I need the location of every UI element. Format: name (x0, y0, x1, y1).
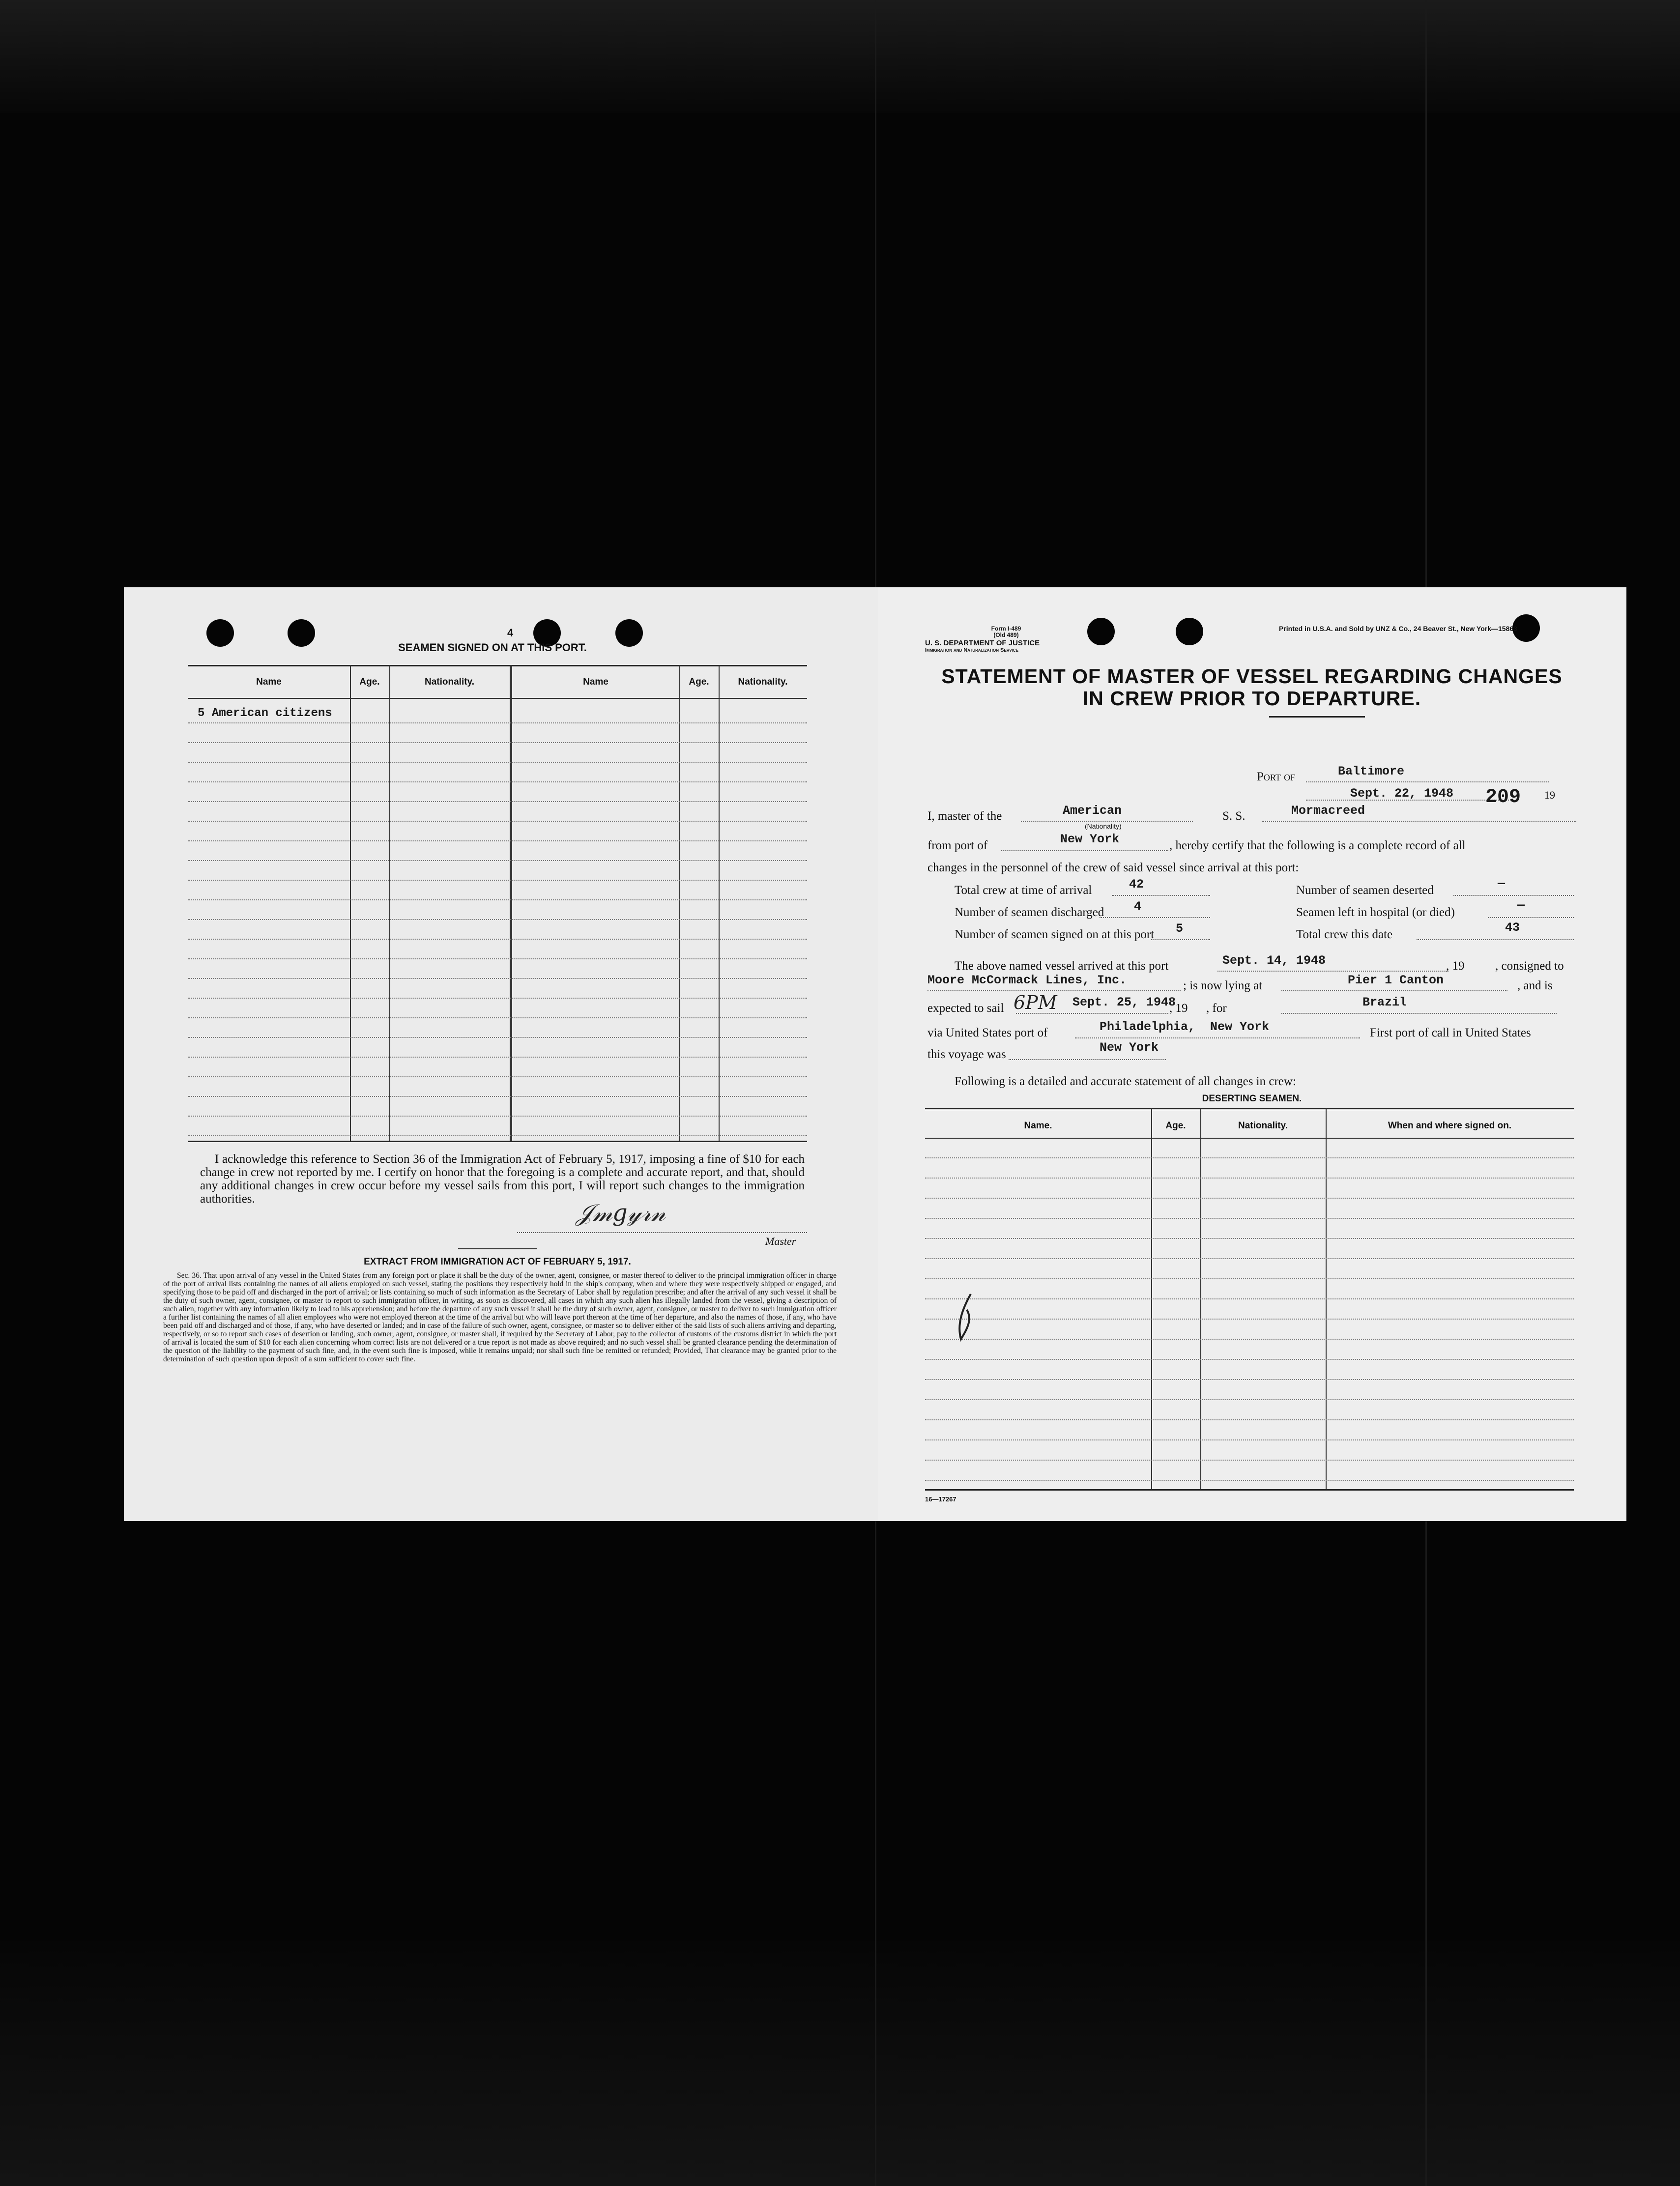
master-label: Master (765, 1235, 796, 1247)
date-value: Sept. 22, 1948 (1350, 786, 1454, 801)
ss-label: S. S. (1222, 809, 1246, 823)
col-header: Age. (359, 677, 380, 687)
stat-value: 4 (1134, 899, 1142, 914)
stat-label: Number of seamen signed on at this port (955, 928, 1155, 941)
form-no: Form I-489 (991, 625, 1021, 632)
year-suffix: , 19 (1446, 959, 1465, 973)
table-row (188, 1096, 807, 1097)
desert-table-top (925, 1108, 1574, 1110)
table-row (188, 1057, 807, 1058)
voyage-label: this voyage was (927, 1048, 1006, 1061)
nationality-caption: (Nationality) (1085, 822, 1122, 830)
punch-hole (1176, 618, 1203, 645)
table-row (925, 1460, 1574, 1461)
punch-hole (1087, 618, 1115, 645)
table-row (188, 781, 807, 782)
consignee: Moore McCormack Lines, Inc. (927, 973, 1127, 987)
stat-line (1112, 895, 1210, 896)
form-number (942, 626, 1070, 638)
stat-label: Number of seamen deserted (1296, 884, 1434, 897)
stat-label: Total crew this date (1296, 928, 1393, 941)
master-signature: 𝒥𝓂𝑔𝓎𝓇𝓃 (576, 1199, 666, 1227)
table-divider (679, 665, 680, 1141)
footer-code: 16—17267 (925, 1496, 956, 1503)
page-number: 4 (507, 627, 514, 639)
form-title-line1: STATEMENT OF MASTER OF VESSEL REGARDING CHANGES (941, 665, 1563, 688)
table-row (925, 1198, 1574, 1199)
deserting-title: DESERTING SEAMEN. (1202, 1093, 1302, 1104)
rule (458, 1248, 537, 1249)
scanner-bottom-band (0, 1941, 1680, 2186)
table-header-rule (188, 698, 807, 699)
certify-text: , hereby certify that the following is a complete record of all (1169, 839, 1466, 852)
via-ports: Philadelphia, New York (1100, 1020, 1270, 1034)
via-label: via United States port of (927, 1026, 1048, 1039)
stat-value: 42 (1129, 877, 1144, 892)
arrived-line (1217, 971, 1448, 972)
desert-col-header: Age. (1165, 1121, 1186, 1131)
stat-line (1488, 917, 1574, 918)
consigned-label: , consigned to (1495, 959, 1564, 973)
section-title: SEAMEN SIGNED ON AT THIS PORT. (398, 641, 587, 654)
table-cell-name: 5 American citizens (198, 707, 332, 720)
signature-line (517, 1232, 807, 1233)
table-row (925, 1178, 1574, 1179)
punch-hole (206, 619, 234, 647)
table-row (925, 1399, 1574, 1400)
table-row (925, 1319, 1574, 1320)
nationality-value: American (1063, 804, 1122, 818)
lying-at-line (1281, 990, 1507, 991)
table-row (925, 1258, 1574, 1259)
stat-value: — (1517, 898, 1525, 912)
table-row (188, 978, 807, 979)
table-row (188, 801, 807, 802)
first-port-label: First port of call in United States (1370, 1026, 1531, 1039)
following-text: Following is a detailed and accurate statement of all changes in crew: (955, 1075, 1296, 1088)
changes-text: changes in the personnel of the crew of said vessel since arrival at this port: (927, 861, 1299, 874)
title-underline (1269, 716, 1365, 718)
extract-title: EXTRACT FROM IMMIGRATION ACT OF FEBRUARY 5, 1917. (364, 1257, 631, 1267)
lying-at-label: ; is now lying at (1183, 979, 1263, 992)
arrived-label: The above named vessel arrived at this port (955, 959, 1169, 973)
table-divider (389, 665, 390, 1141)
desert-col-header: Nationality. (1238, 1121, 1288, 1131)
table-divider (510, 665, 512, 1141)
table-row (925, 1480, 1574, 1481)
col-header: Name (256, 677, 282, 687)
vessel-line (1262, 821, 1576, 822)
printer-imprint: Printed in U.S.A. and Sold by UNZ & Co., 24 Beaver St., New York—15863 (1279, 625, 1517, 633)
table-row (925, 1419, 1574, 1420)
table-row (188, 1037, 807, 1038)
nationality-line (1021, 821, 1193, 822)
port-label: Port of (1257, 770, 1296, 783)
expected-label: expected to sail (927, 1002, 1004, 1015)
stat-value: 43 (1505, 920, 1520, 935)
stat-line (1453, 895, 1574, 896)
lying-at: Pier 1 Canton (1348, 973, 1444, 987)
stat-label: Total crew at time of arrival (955, 884, 1092, 897)
table-row (188, 1076, 807, 1077)
table-divider (350, 665, 351, 1141)
table-row (925, 1439, 1574, 1440)
from-port-line (1001, 850, 1168, 851)
table-row (925, 1278, 1574, 1279)
table-row (925, 1238, 1574, 1239)
right-page (878, 587, 1626, 1521)
col-header: Nationality. (738, 677, 788, 687)
from-port-value: New York (1060, 832, 1120, 846)
desert-table-header-rule (925, 1138, 1574, 1139)
table-row (925, 1157, 1574, 1158)
consignee-line (927, 990, 1181, 991)
port-value: Baltimore (1338, 764, 1405, 778)
table-row (925, 1218, 1574, 1219)
table-row (925, 1298, 1574, 1299)
left-page (124, 587, 878, 1521)
table-divider (719, 665, 720, 1141)
stat-line (1100, 917, 1210, 918)
extract-text: Sec. 36. That upon arrival of any vessel in the United States from any foreign port or place it shall be the duty of the owner, agent, consignee, or master thereof to deliver to the principal immigration officer in charge of the port of arrival lists containing the names of all aliens employed on such vessel, stating the positions they respectively hold in the ship's company, when and where they were respectively shipped or engaged, and specifying those to be paid off and discharged in the port of arrival; or lists containing so much of such information as the Secretary of Labor shall by regulation prescribe; and after the arrival of any such vessel it shall be the duty of such owner, agent, consignee, or master to report to such immigration officer, in writing, as soon as discovered, all cases in which any such alien has illegally landed from the vessel, giving a description of such alien, together with any information likely to lead to his apprehension; and before the departure of any such vessel it shall be the duty of such owner, agent, consignee, or master to deliver to such immigration officer a further list containing the names of all alien employees who were not employed thereon at the time of the arrival but who will leave port thereon at the time of her departure, and also the names of those, if any, who have been paid off and discharged and of those, if any, who have deserted or landed; and in case of the failure of such owner, agent, consignee, or master so to deliver either of the said lists of such aliens arriving and departing, respectively, or so to report such cases of desertion or landing, such owner, agent, consignee, or master shall, if required by the Secretary of Labor, pay to the collector of customs of the customs district in which the port of arrival is located the sum of $10 for each alien concerning whom correct lists are not delivered or a true report is not made as above required; and no such vessel shall be granted clearance pending the determination of the question of the liability to the payment of such fine, and, in the event such fine is imposed, while it remains unpaid; nor shall such fine be remitted or refunded; Provided, That clearance may be granted prior to the determination of such question upon deposit of a sum sufficient to cover such fine. (163, 1271, 837, 1363)
table-row (188, 742, 807, 743)
table-row (188, 1017, 807, 1018)
form-title-line2: IN CREW PRIOR TO DEPARTURE. (1082, 687, 1421, 710)
from-port-label: from port of (927, 839, 988, 852)
stat-line (1151, 939, 1210, 940)
table-row (188, 939, 807, 940)
voyage-line (1009, 1059, 1166, 1060)
table-row (188, 821, 807, 822)
master-of-label: I, master of the (927, 809, 1002, 823)
table-bottom-rule (188, 1141, 807, 1142)
hand-check-mark (947, 1290, 982, 1344)
acknowledgement-text: I acknowledge this reference to Section 36 of the Immigration Act of February 5, 1917, imposing a fine of $10 for each change in crew not reported by me. I certify on honor that the foregoing is a complete and accurate report, and that, should any additional changes in crew occur before my vessel sails from this port, I will report such changes to the immigration authorities. (200, 1152, 805, 1206)
arrived-date: Sept. 14, 1948 (1222, 953, 1326, 968)
service: Immigration and Naturalization Service (925, 647, 1019, 653)
table-row (188, 958, 807, 959)
desert-col-header: When and where signed on. (1388, 1121, 1512, 1131)
via-line (1075, 1037, 1360, 1038)
scanner-top-band (0, 0, 1680, 113)
port-line (1306, 781, 1549, 782)
for-label: , 19 , for (1169, 1002, 1227, 1015)
stamp-number: 209 (1485, 786, 1521, 808)
table-row (188, 722, 807, 723)
table-row (925, 1359, 1574, 1360)
destination: Brazil (1362, 995, 1407, 1009)
table-row (188, 762, 807, 763)
table-row (188, 919, 807, 920)
stat-label: Seamen left in hospital (or died) (1296, 906, 1455, 919)
form-old: (Old 489) (993, 632, 1019, 638)
table-row (188, 880, 807, 881)
col-header: Nationality. (425, 677, 474, 687)
table-row (188, 1116, 807, 1117)
desert-table-bottom (925, 1489, 1574, 1491)
stat-value: — (1498, 876, 1506, 891)
table-row (188, 1135, 807, 1136)
vessel-name: Mormacreed (1291, 804, 1365, 818)
stat-label: Number of seamen discharged (955, 906, 1104, 919)
table-row (925, 1339, 1574, 1340)
table-top-rule (188, 665, 807, 666)
col-header: Name (583, 677, 608, 687)
table-row (925, 1379, 1574, 1380)
stat-value: 5 (1176, 921, 1184, 936)
table-row (188, 899, 807, 900)
voyage-port: New York (1100, 1040, 1159, 1055)
destination-line (1281, 1013, 1557, 1014)
desert-col-header: Name. (1024, 1121, 1052, 1131)
department: U. S. DEPARTMENT OF JUSTICE (925, 639, 1040, 647)
col-header: Age. (689, 677, 709, 687)
year-prefix: 19 (1544, 789, 1555, 801)
and-is: , and is (1517, 979, 1553, 992)
table-row (188, 840, 807, 841)
stat-line (1417, 939, 1574, 940)
table-row (188, 998, 807, 999)
expected-date: Sept. 25, 1948 (1072, 995, 1176, 1009)
expected-time: 6PM (1014, 992, 1057, 1013)
table-row (188, 860, 807, 861)
